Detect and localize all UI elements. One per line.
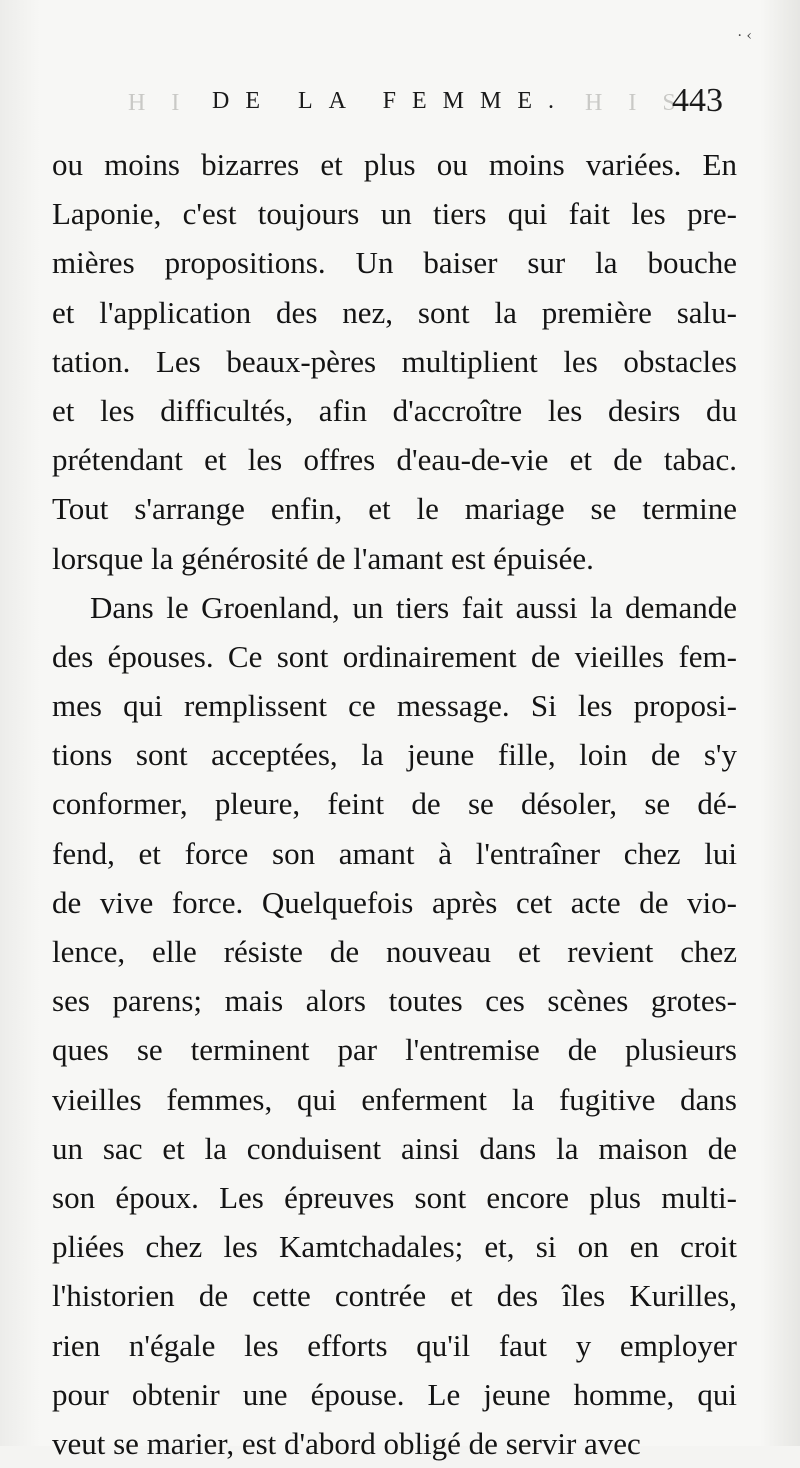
page-header <box>0 82 800 122</box>
corner-mark: · ‹ <box>737 28 752 44</box>
text-line: mières propositions. Un baiser sur la bouche <box>52 245 737 281</box>
text-line: conformer, pleure, feint de se désoler, se dé- <box>52 786 737 822</box>
text-line: Dans le Groenland, un tiers fait aussi la demande <box>90 589 737 625</box>
text-line: mes qui remplissent ce message. Si les proposi- <box>52 688 737 724</box>
bleed-through-text: H I S <box>585 90 686 116</box>
text-line: ou moins bizarres et plus ou moins variées. En <box>52 147 737 182</box>
text-line: lence, elle résiste de nouveau et revient chez <box>52 934 737 969</box>
text-line: l'historien de cette contrée et des îles Kurilles, <box>52 1278 737 1314</box>
text-line: Laponie, c'est toujours un tiers qui fait les pre- <box>52 196 737 232</box>
text-body <box>52 140 737 1468</box>
text-line: des épouses. Ce sont ordinairement de vieilles fem- <box>52 638 737 674</box>
paragraph <box>52 140 737 583</box>
bleed-through-text: H I <box>128 90 190 116</box>
text-line: vieilles femmes, qui enferment la fugitive dans <box>52 1081 737 1117</box>
text-line: veut se marier, est d'abord obligé de servir avec <box>52 1425 641 1461</box>
text-line: rien n'égale les efforts qu'il faut y employer <box>52 1327 737 1363</box>
text-line: son époux. Les épreuves sont encore plus multi- <box>52 1179 737 1215</box>
text-line: ses parens; mais alors toutes ces scènes grotes- <box>52 983 737 1019</box>
text-line: lorsque la générosité de l'amant est épuisée. <box>52 540 594 576</box>
running-head: DE LA FEMME. <box>212 88 571 114</box>
text-line: et les difficultés, afin d'accroître les desirs du <box>52 392 737 428</box>
text-line: tation. Les beaux-pères multiplient les obstacles <box>52 343 737 379</box>
text-line: pour obtenir une épouse. Le jeune homme, qui <box>52 1376 737 1412</box>
text-line: Tout s'arrange enfin, et le mariage se termine <box>52 491 737 527</box>
page-number: 443 <box>672 82 723 119</box>
text-line: tions sont acceptées, la jeune fille, loin de s'y <box>52 737 737 773</box>
text-line: fend, et force son amant à l'entraîner chez lui <box>52 835 737 871</box>
text-line: pliées chez les Kamtchadales; et, si on en croit <box>52 1229 737 1265</box>
text-line: et l'application des nez, sont la première salu- <box>52 294 737 330</box>
text-line: de vive force. Quelquefois après cet acte de vio- <box>52 884 737 920</box>
text-line: un sac et la conduisent ainsi dans la maison de <box>52 1130 737 1166</box>
text-line: prétendant et les offres d'eau-de-vie et de tabac. <box>52 442 737 478</box>
paragraph <box>52 583 737 1468</box>
text-line: ques se terminent par l'entremise de plusieurs <box>52 1032 737 1068</box>
